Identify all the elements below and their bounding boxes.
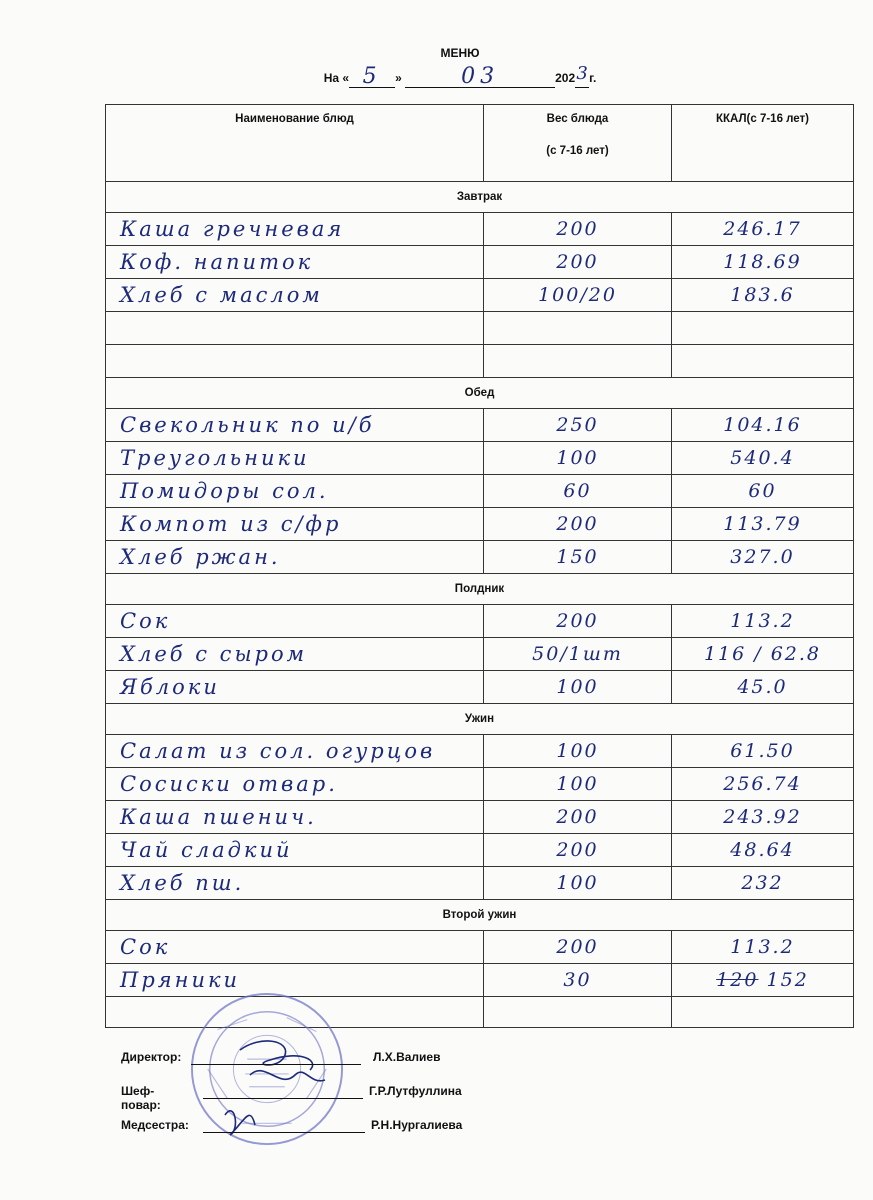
dish-name-cell (106, 541, 484, 574)
date-month: 03 (461, 64, 500, 89)
menu-body (106, 182, 854, 997)
page-title: МЕНЮ (440, 46, 480, 60)
dish-kcal: 116 / 62.8 (703, 643, 822, 665)
header-kcal: ККАЛ(с 7-16 лет) (672, 105, 854, 182)
dish-kcal-cell (672, 768, 854, 801)
dish-name-cell (106, 867, 484, 900)
dish-name-cell (106, 213, 484, 246)
signature-name: Л.Х.Валиев (373, 1050, 441, 1064)
dish-kcal-cell (672, 671, 854, 704)
dish-name-cell (106, 442, 484, 475)
dish-name-cell (106, 834, 484, 867)
dish-name: Хлеб ржан. (120, 545, 281, 569)
dish-name-cell (106, 801, 484, 834)
dish-kcal-cell (672, 834, 854, 867)
dish-name: Хлеб с маслом (120, 283, 323, 307)
dish-weight-cell (484, 867, 672, 900)
table-row (106, 312, 854, 345)
dish-name (106, 349, 120, 373)
table-row (106, 279, 854, 312)
dish-kcal: 243.92 (723, 806, 802, 828)
dish-kcal: 232 (741, 872, 784, 894)
signature-line (191, 1064, 361, 1065)
dish-weight: 100 (556, 872, 599, 894)
dish-weight: 100/20 (538, 284, 617, 306)
dish-weight: 200 (556, 218, 599, 240)
dish-name-cell (106, 671, 484, 704)
dish-name: Пряники (120, 968, 241, 992)
dish-kcal: 327.0 (730, 546, 795, 568)
table-row (106, 931, 854, 964)
dish-kcal-cell (672, 442, 854, 475)
dish-name: Каша пшенич. (120, 805, 317, 829)
dish-name-cell (106, 508, 484, 541)
dish-name-cell (106, 931, 484, 964)
dish-kcal-cell (672, 213, 854, 246)
section-title: Обед (106, 378, 854, 409)
dish-weight: 100 (556, 740, 599, 762)
table-row (106, 475, 854, 508)
dish-kcal-cell (672, 279, 854, 312)
dish-kcal-cell (672, 735, 854, 768)
dish-name: Свекольник по и/б (120, 413, 375, 437)
dish-weight-cell (484, 671, 672, 704)
dish-name: Яблоки (120, 675, 220, 699)
dish-kcal: 246.17 (723, 218, 802, 240)
header-weight-label: Вес блюда (546, 113, 609, 125)
dish-name (106, 316, 120, 340)
dish-name-cell (106, 279, 484, 312)
dish-name-cell (106, 605, 484, 638)
dish-kcal: 104.16 (723, 414, 802, 436)
dish-name: Сосиски отвар. (120, 772, 338, 796)
dish-name-cell (106, 638, 484, 671)
dish-name-cell (106, 312, 484, 345)
dish-kcal-cell (672, 931, 854, 964)
dish-kcal-cell (672, 801, 854, 834)
section-header-row (106, 900, 854, 931)
section-title: Завтрак (106, 182, 854, 213)
dish-kcal-cell (672, 964, 854, 997)
dish-kcal-cell (672, 605, 854, 638)
dish-name-cell (106, 768, 484, 801)
dish-weight-cell (484, 735, 672, 768)
dish-weight-cell (484, 964, 672, 997)
dish-kcal-cell (672, 312, 854, 345)
signature-line (203, 1132, 365, 1133)
dish-kcal: 60 (748, 480, 777, 502)
dish-kcal-cell (672, 638, 854, 671)
table-row (106, 442, 854, 475)
dish-kcal-cell (672, 345, 854, 378)
table-row (106, 409, 854, 442)
dish-weight: 50/1шт (532, 643, 623, 665)
table-row (106, 541, 854, 574)
handwritten-signatures (210, 1030, 340, 1140)
table-row (106, 345, 854, 378)
section-header-row (106, 182, 854, 213)
dish-name: Коф. напиток (120, 250, 314, 274)
dish-weight: 200 (556, 513, 599, 535)
dish-kcal: 540.4 (730, 447, 795, 469)
dish-kcal: 183.6 (730, 284, 795, 306)
dish-name-cell (106, 475, 484, 508)
dish-weight: 200 (556, 251, 599, 273)
dish-weight-cell (484, 801, 672, 834)
menu-table (105, 104, 854, 1028)
dish-weight-cell (484, 442, 672, 475)
dish-kcal-cell (672, 409, 854, 442)
dish-weight-cell (484, 246, 672, 279)
table-row (106, 801, 854, 834)
dish-weight-cell (484, 409, 672, 442)
dish-weight-cell (484, 213, 672, 246)
table-row (106, 246, 854, 279)
dish-name-cell (106, 345, 484, 378)
section-title: Полдник (106, 574, 854, 605)
dish-kcal-cell (672, 867, 854, 900)
dish-weight-cell (484, 508, 672, 541)
dish-weight: 200 (556, 936, 599, 958)
dish-name: Хлеб пш. (120, 871, 245, 895)
table-row (106, 735, 854, 768)
dish-kcal: 61.50 (730, 740, 795, 762)
date-line (0, 63, 873, 89)
table-row (106, 213, 854, 246)
date-prefix: На « (323, 71, 350, 85)
date-year-prefix: 202 (555, 71, 576, 85)
signature-role: Медсестра: (121, 1118, 189, 1132)
dish-kcal-cell (672, 475, 854, 508)
dish-weight: 200 (556, 839, 599, 861)
header-weight (484, 105, 672, 182)
dish-kcal: 113.79 (723, 513, 802, 535)
dish-name: Помидоры сол. (120, 479, 329, 503)
dish-kcal: 48.64 (730, 839, 795, 861)
dish-weight-cell (484, 279, 672, 312)
dish-name-cell (106, 409, 484, 442)
dish-kcal: 113.2 (730, 610, 795, 632)
signature-role: Шеф-повар: (121, 1084, 161, 1112)
dish-kcal: 113.2 (730, 936, 795, 958)
dish-kcal-struck: 120 (716, 969, 759, 991)
date-mid: » (395, 71, 402, 85)
dish-weight-cell (484, 834, 672, 867)
table-row (106, 508, 854, 541)
table-row (106, 605, 854, 638)
dish-weight: 200 (556, 806, 599, 828)
signature-line (203, 1098, 363, 1099)
dish-name-cell (106, 246, 484, 279)
dish-weight: 100 (556, 773, 599, 795)
dish-name: Сок (120, 935, 171, 959)
dish-name: Салат из сол. огурцов (120, 739, 436, 763)
table-row (106, 768, 854, 801)
dish-weight: 200 (556, 610, 599, 632)
dish-kcal-cell (672, 508, 854, 541)
table-row (106, 671, 854, 704)
dish-weight-cell (484, 312, 672, 345)
dish-weight: 30 (563, 969, 592, 991)
dish-weight-cell (484, 541, 672, 574)
dish-kcal-cell (672, 246, 854, 279)
dish-weight: 150 (556, 546, 599, 568)
dish-weight-cell (484, 768, 672, 801)
dish-weight: 100 (556, 447, 599, 469)
section-title: Второй ужин (106, 900, 854, 931)
header-name: Наименование блюд (106, 105, 484, 182)
dish-name: Чай сладкий (120, 838, 293, 862)
signature-name: Р.Н.Нургалиева (371, 1118, 463, 1132)
signature-role: Директор: (121, 1050, 182, 1064)
dish-kcal: 152 (766, 969, 809, 991)
dish-weight: 250 (556, 414, 599, 436)
dish-name: Хлеб с сыром (120, 642, 308, 666)
date-suffix: г. (589, 71, 597, 85)
table-row (106, 867, 854, 900)
table-row (106, 638, 854, 671)
dish-weight-cell (484, 931, 672, 964)
dish-name: Каша гречневая (120, 217, 345, 241)
table-row (106, 834, 854, 867)
dish-name-cell (106, 735, 484, 768)
dish-name: Компот из с/фр (120, 512, 342, 536)
dish-weight-cell (484, 605, 672, 638)
dish-weight-cell (484, 475, 672, 508)
section-header-row (106, 378, 854, 409)
section-title: Ужин (106, 704, 854, 735)
dish-kcal: 256.74 (723, 773, 802, 795)
table-header-row (106, 105, 854, 182)
dish-weight-cell (484, 345, 672, 378)
dish-weight: 100 (556, 676, 599, 698)
dish-weight: 60 (563, 480, 592, 502)
dish-weight-cell (484, 638, 672, 671)
section-header-row (106, 574, 854, 605)
dish-name: Сок (120, 609, 171, 633)
signature-name: Г.Р.Лутфуллина (369, 1084, 462, 1098)
date-day: 5 (362, 64, 382, 89)
dish-kcal: 45.0 (737, 676, 788, 698)
dish-kcal: 118.69 (723, 251, 802, 273)
section-header-row (106, 704, 854, 735)
dish-kcal-cell (672, 541, 854, 574)
dish-name: Треугольники (120, 446, 310, 470)
header-weight-sub: (с 7-16 лет) (546, 145, 609, 157)
date-year-digit: 3 (576, 63, 588, 84)
